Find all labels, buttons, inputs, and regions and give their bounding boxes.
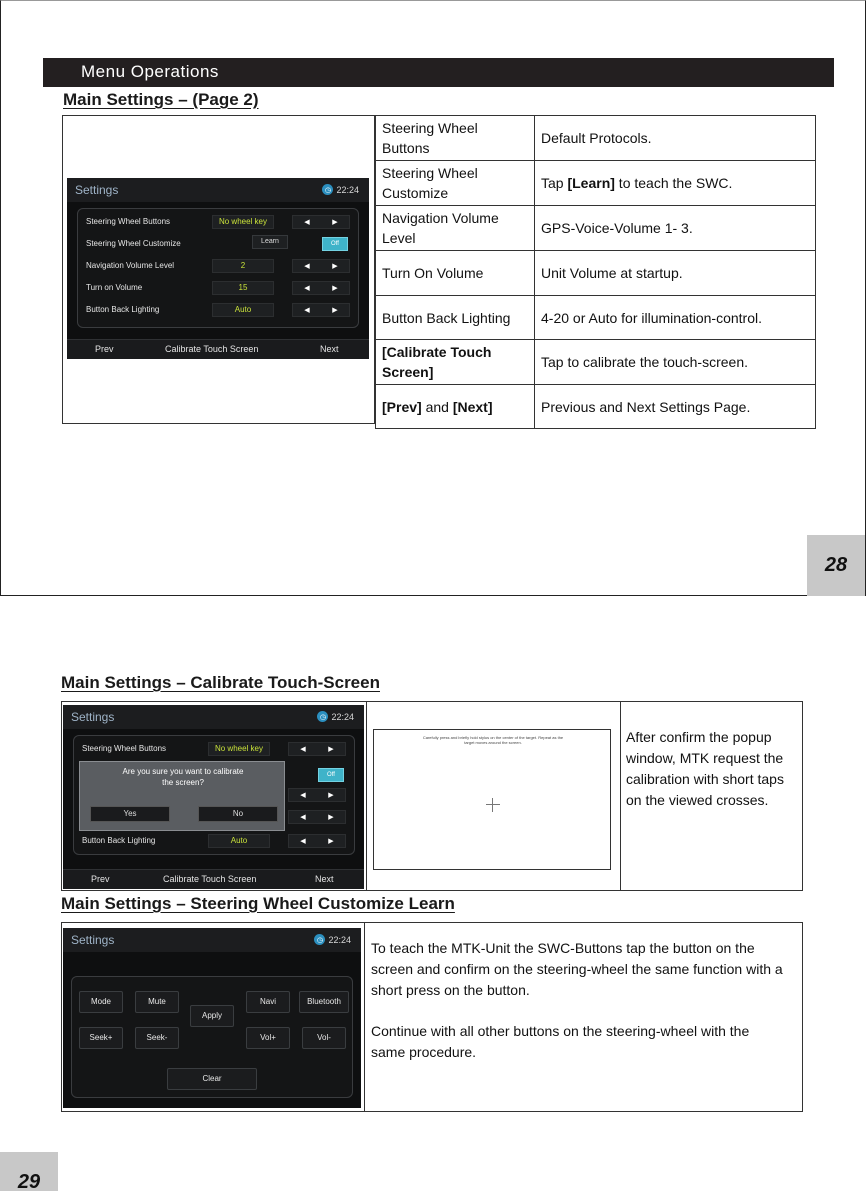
clock-icon: ◷ xyxy=(314,934,325,945)
arrow-right-icon[interactable]: ▶ xyxy=(332,285,338,292)
arrow-right-icon[interactable]: ▶ xyxy=(328,838,334,845)
arrow-right-icon[interactable]: ▶ xyxy=(332,263,338,270)
screen-titlebar xyxy=(67,178,369,202)
nav-volume-arrows[interactable] xyxy=(292,259,350,273)
learn-description-1: To teach the MTK-Unit the SWC-Buttons tap the button on the screen and confirm on the steering-wheel the same function with a short press on the button. xyxy=(371,940,783,998)
row-label: Steering Wheel Buttons xyxy=(86,217,171,226)
next-button[interactable]: Next xyxy=(315,874,334,884)
screen-clock: ◷ 22:24 xyxy=(317,711,354,722)
turn-on-volume-arrows[interactable] xyxy=(288,810,346,824)
calibrate-touch-screen-button[interactable]: Calibrate Touch Screen xyxy=(165,344,259,354)
arrow-right-icon[interactable]: ▶ xyxy=(332,307,338,314)
row-label: Steering Wheel Buttons xyxy=(82,744,167,753)
arrow-right-icon[interactable]: ▶ xyxy=(328,792,334,799)
prev-button[interactable]: Prev xyxy=(95,344,114,354)
calibrate-touch-screen-button[interactable]: Calibrate Touch Screen xyxy=(163,874,257,884)
arrow-left-icon[interactable]: ◀ xyxy=(304,285,310,292)
row-steering-wheel-customize xyxy=(78,235,358,255)
navi-button[interactable]: Navi xyxy=(246,991,290,1013)
back-lighting-arrows[interactable] xyxy=(288,834,346,848)
screen-title: Settings xyxy=(71,710,115,724)
dialog-message: Are you sure you want to calibrate the screen? xyxy=(122,767,244,787)
learn-description-2: Continue with all other buttons on the steering-wheel with the same procedure. xyxy=(371,1023,750,1060)
settings-panel xyxy=(77,208,359,328)
vol-plus-button[interactable]: Vol+ xyxy=(246,1027,290,1049)
row-steering-wheel-buttons xyxy=(78,213,358,233)
seek-plus-button[interactable]: Seek+ xyxy=(79,1027,123,1049)
table-row xyxy=(376,206,816,251)
row-label: Steering Wheel Customize xyxy=(86,239,181,248)
table-divider xyxy=(366,702,367,890)
row-button-back-lighting xyxy=(78,301,358,321)
calibrate-confirm-screen xyxy=(63,705,364,889)
calibrate-confirm-dialog xyxy=(79,761,285,831)
seek-minus-button[interactable]: Seek- xyxy=(135,1027,179,1049)
table-row xyxy=(376,161,816,206)
turn-on-volume-value[interactable]: 15 xyxy=(212,281,274,295)
arrow-left-icon[interactable]: ◀ xyxy=(304,307,310,314)
vol-minus-button[interactable]: Vol- xyxy=(302,1027,346,1049)
bluetooth-button[interactable]: Bluetooth xyxy=(299,991,349,1013)
row-button-back-lighting xyxy=(74,832,354,852)
screen-bottom-bar xyxy=(67,339,369,359)
table-desc: GPS-Voice-Volume 1- 3. xyxy=(535,206,816,251)
clear-button[interactable]: Clear xyxy=(167,1068,257,1090)
table-item: Button Back Lighting xyxy=(376,296,535,340)
calibration-target-screen xyxy=(373,729,611,870)
row-turn-on-volume xyxy=(78,279,358,299)
screen-titlebar xyxy=(63,705,364,729)
arrow-left-icon[interactable]: ◀ xyxy=(300,814,306,821)
row-label: Button Back Lighting xyxy=(86,305,160,314)
customize-toggle[interactable]: Off xyxy=(318,768,344,782)
table-item: Turn On Volume xyxy=(376,251,535,296)
turn-on-volume-arrows[interactable] xyxy=(292,281,350,295)
arrow-left-icon[interactable]: ◀ xyxy=(304,219,310,226)
table-desc: Previous and Next Settings Page. xyxy=(535,385,816,429)
screen-clock: ◷ 22:24 xyxy=(314,934,351,945)
row-label: Button Back Lighting xyxy=(82,836,156,845)
screen-clock: ◷ 22:24 xyxy=(322,184,359,195)
mode-button[interactable]: Mode xyxy=(79,991,123,1013)
steering-buttons-arrows[interactable] xyxy=(288,742,346,756)
heading-calibrate: Main Settings – Calibrate Touch-Screen xyxy=(61,673,380,692)
settings-description-table xyxy=(375,115,816,429)
table-desc: Unit Volume at startup. xyxy=(535,251,816,296)
swc-learn-screen xyxy=(63,928,361,1108)
screen-title: Settings xyxy=(71,933,115,947)
table-item: [Calibrate Touch Screen] xyxy=(376,340,535,385)
row-navigation-volume xyxy=(78,257,358,277)
heading-learn: Main Settings – Steering Wheel Customize Learn xyxy=(61,894,455,913)
table-item: Steering Wheel Buttons xyxy=(376,116,535,161)
arrow-left-icon[interactable]: ◀ xyxy=(300,838,306,845)
prev-button[interactable]: Prev xyxy=(91,874,110,884)
table-item: [Prev] and [Next] xyxy=(376,385,535,429)
steering-buttons-value[interactable]: No wheel key xyxy=(212,215,274,229)
row-label: Navigation Volume Level xyxy=(86,261,175,270)
table-desc: Tap to calibrate the touch-screen. xyxy=(535,340,816,385)
row-label: Turn on Volume xyxy=(86,283,143,292)
steering-buttons-value[interactable]: No wheel key xyxy=(208,742,270,756)
section-title-bar: Menu Operations xyxy=(43,58,834,87)
table-row xyxy=(376,385,816,429)
table-row xyxy=(376,116,816,161)
row-steering-wheel-buttons xyxy=(74,740,354,760)
table-divider xyxy=(364,923,365,1111)
nav-volume-arrows[interactable] xyxy=(288,788,346,802)
arrow-left-icon[interactable]: ◀ xyxy=(304,263,310,270)
page-heading: Main Settings – (Page 2) xyxy=(63,90,259,109)
table-item: Steering Wheel Customize xyxy=(376,161,535,206)
table-item: Navigation Volume Level xyxy=(376,206,535,251)
manual-page-29 xyxy=(0,596,866,1191)
arrow-left-icon[interactable]: ◀ xyxy=(300,746,306,753)
table-desc: Default Protocols. xyxy=(535,116,816,161)
back-lighting-value[interactable]: Auto xyxy=(208,834,270,848)
clock-icon: ◷ xyxy=(317,711,328,722)
steering-buttons-arrows[interactable] xyxy=(292,215,350,229)
arrow-right-icon[interactable]: ▶ xyxy=(328,746,334,753)
next-button[interactable]: Next xyxy=(320,344,339,354)
customize-toggle[interactable]: Off xyxy=(322,237,348,251)
back-lighting-arrows[interactable] xyxy=(292,303,350,317)
page-number: 29 xyxy=(0,1152,58,1191)
arrow-left-icon[interactable]: ◀ xyxy=(300,792,306,799)
table-divider xyxy=(620,702,621,890)
page-number: 28 xyxy=(807,535,865,596)
screen-bottom-bar xyxy=(63,869,364,889)
table-row xyxy=(376,251,816,296)
arrow-right-icon[interactable]: ▶ xyxy=(332,219,338,226)
nav-volume-value[interactable]: 2 xyxy=(212,259,274,273)
dialog-yes-button[interactable]: Yes xyxy=(90,806,170,822)
back-lighting-value[interactable]: Auto xyxy=(212,303,274,317)
clock-icon: ◷ xyxy=(322,184,333,195)
table-row xyxy=(376,340,816,385)
dialog-no-button[interactable]: No xyxy=(198,806,278,822)
settings-screen-page2 xyxy=(67,178,369,359)
table-desc: 4-20 or Auto for illumination-control. xyxy=(535,296,816,340)
table-row xyxy=(376,296,816,340)
arrow-right-icon[interactable]: ▶ xyxy=(328,814,334,821)
learn-button[interactable]: Learn xyxy=(252,235,288,249)
table-desc: Tap [Learn] to teach the SWC. xyxy=(535,161,816,206)
screen-title: Settings xyxy=(75,183,119,197)
screen-titlebar xyxy=(63,928,361,952)
calibrate-description: After confirm the popup window, MTK request the calibration with short taps on the viewed crosses. xyxy=(626,729,784,808)
mute-button[interactable]: Mute xyxy=(135,991,179,1013)
calibration-instruction: Carefully press and briefly hold stylus on the center of the target. Repeat as the target moves around the screen. xyxy=(422,735,564,745)
apply-button[interactable]: Apply xyxy=(190,1005,234,1027)
crosshair-icon[interactable] xyxy=(486,798,500,812)
